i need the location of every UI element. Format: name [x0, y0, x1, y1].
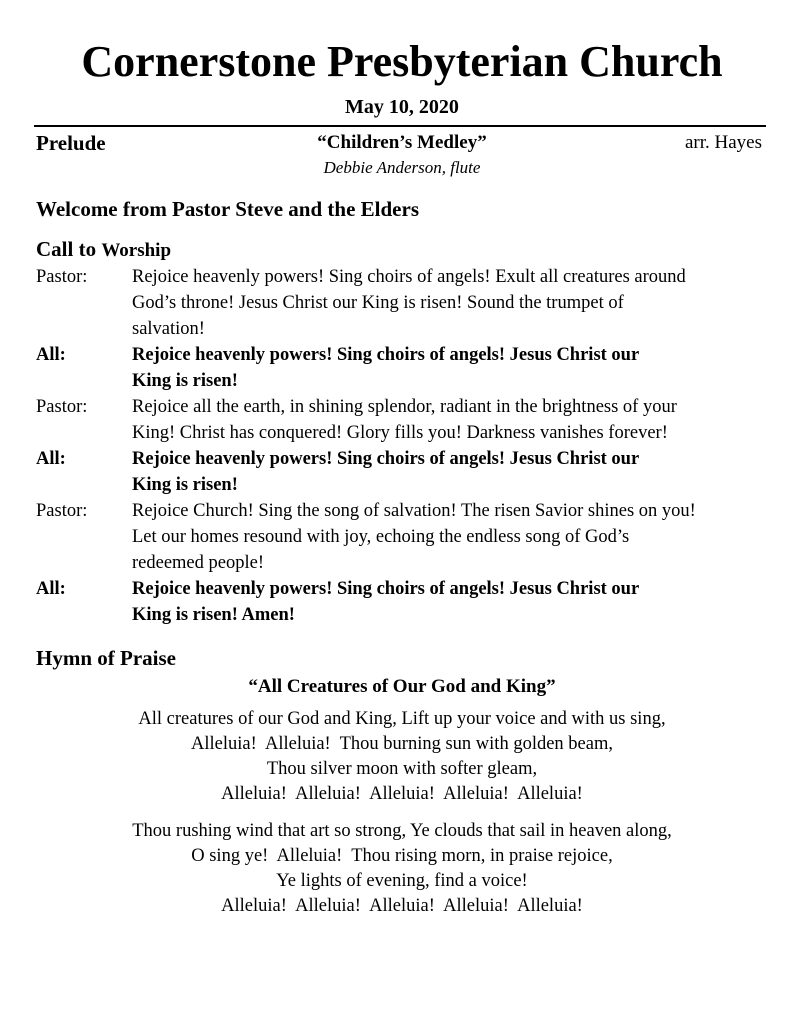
hymn-line: Thou silver moon with softer gleam,	[266, 759, 538, 779]
hymn-line: Alleluia! Alleluia! Alleluia! Alleluia! Alleluia!	[221, 896, 583, 916]
prelude-label: Prelude	[36, 131, 106, 155]
liturgy-row	[36, 394, 766, 420]
call-to-worship-liturgy	[36, 264, 766, 628]
hymn-heading: Hymn of Praise	[36, 646, 176, 670]
liturgy-row	[36, 550, 766, 576]
hymn-stanza-2	[0, 819, 804, 919]
liturgy-text: Rejoice Church! Sing the song of salvation! The risen Savior shines on you!	[132, 501, 696, 521]
liturgy-speaker: All:	[36, 345, 66, 365]
liturgy-speaker	[36, 602, 132, 628]
liturgy-row	[36, 264, 766, 290]
liturgy-text: Rejoice all the earth, in shining splendor, radiant in the brightness of your	[132, 397, 677, 417]
liturgy-text: King is risen! Amen!	[132, 605, 295, 625]
liturgy-row	[36, 446, 766, 472]
liturgy-row	[36, 498, 766, 524]
liturgy-speaker	[36, 472, 132, 498]
liturgy-row	[36, 602, 766, 628]
hymn-line: Thou rushing wind that art so strong, Ye clouds that sail in heaven along,	[132, 821, 672, 841]
liturgy-speaker: Pastor:	[36, 267, 88, 287]
call-to-worship-heading-small: Worship	[101, 240, 172, 261]
liturgy-speaker: All:	[36, 449, 66, 469]
liturgy-speaker: Pastor:	[36, 397, 88, 417]
liturgy-row	[36, 472, 766, 498]
liturgy-text: Rejoice heavenly powers! Sing choirs of angels! Jesus Christ our	[132, 449, 640, 469]
hymn-line: All creatures of our God and King, Lift up your voice and with us sing,	[138, 709, 666, 729]
hymn-stanza-1	[0, 707, 804, 807]
liturgy-speaker	[36, 420, 132, 446]
call-to-worship-heading	[36, 235, 171, 265]
liturgy-row	[36, 524, 766, 550]
liturgy-row	[36, 420, 766, 446]
liturgy-speaker: All:	[36, 579, 66, 599]
liturgy-text: Rejoice heavenly powers! Sing choirs of angels! Exult all creatures around	[132, 267, 686, 287]
liturgy-row	[36, 576, 766, 602]
liturgy-text: King is risen!	[132, 371, 238, 391]
liturgy-row	[36, 290, 766, 316]
liturgy-speaker	[36, 316, 132, 342]
liturgy-text: redeemed people!	[132, 553, 264, 573]
liturgy-text: King! Christ has conquered! Glory fills you! Darkness vanishes forever!	[132, 423, 668, 443]
hymn-line: O sing ye! Alleluia! Thou rising morn, in praise rejoice,	[191, 846, 613, 866]
prelude-title: “Children’s Medley”	[317, 132, 487, 153]
liturgy-text: Rejoice heavenly powers! Sing choirs of angels! Jesus Christ our	[132, 579, 640, 599]
liturgy-text: salvation!	[132, 319, 205, 339]
liturgy-speaker	[36, 290, 132, 316]
liturgy-text: God’s throne! Jesus Christ our King is risen! Sound the trumpet of	[132, 293, 624, 313]
header-divider	[34, 125, 766, 127]
hymn-line: Alleluia! Alleluia! Thou burning sun with golden beam,	[190, 734, 613, 754]
service-date: May 10, 2020	[345, 96, 459, 118]
welcome-heading: Welcome from Pastor Steve and the Elders	[36, 197, 419, 221]
liturgy-text: King is risen!	[132, 475, 238, 495]
prelude-performer: Debbie Anderson, flute	[323, 158, 481, 177]
liturgy-speaker: Pastor:	[36, 501, 88, 521]
liturgy-text: Rejoice heavenly powers! Sing choirs of angels! Jesus Christ our	[132, 345, 640, 365]
liturgy-speaker	[36, 524, 132, 550]
liturgy-row	[36, 342, 766, 368]
prelude-arranger: arr. Hayes	[684, 132, 762, 153]
liturgy-text: Let our homes resound with joy, echoing the endless song of God’s	[132, 527, 630, 547]
hymn-title: “All Creatures of Our God and King”	[248, 676, 556, 697]
liturgy-row	[36, 316, 766, 342]
liturgy-row	[36, 368, 766, 394]
call-to-worship-heading-main: Call to	[36, 237, 102, 261]
hymn-line: Ye lights of evening, find a voice!	[276, 871, 528, 891]
hymn-line: Alleluia! Alleluia! Alleluia! Alleluia! Alleluia!	[221, 784, 583, 804]
liturgy-speaker	[36, 550, 132, 576]
liturgy-speaker	[36, 368, 132, 394]
church-name: Cornerstone Presbyterian Church	[81, 37, 723, 86]
